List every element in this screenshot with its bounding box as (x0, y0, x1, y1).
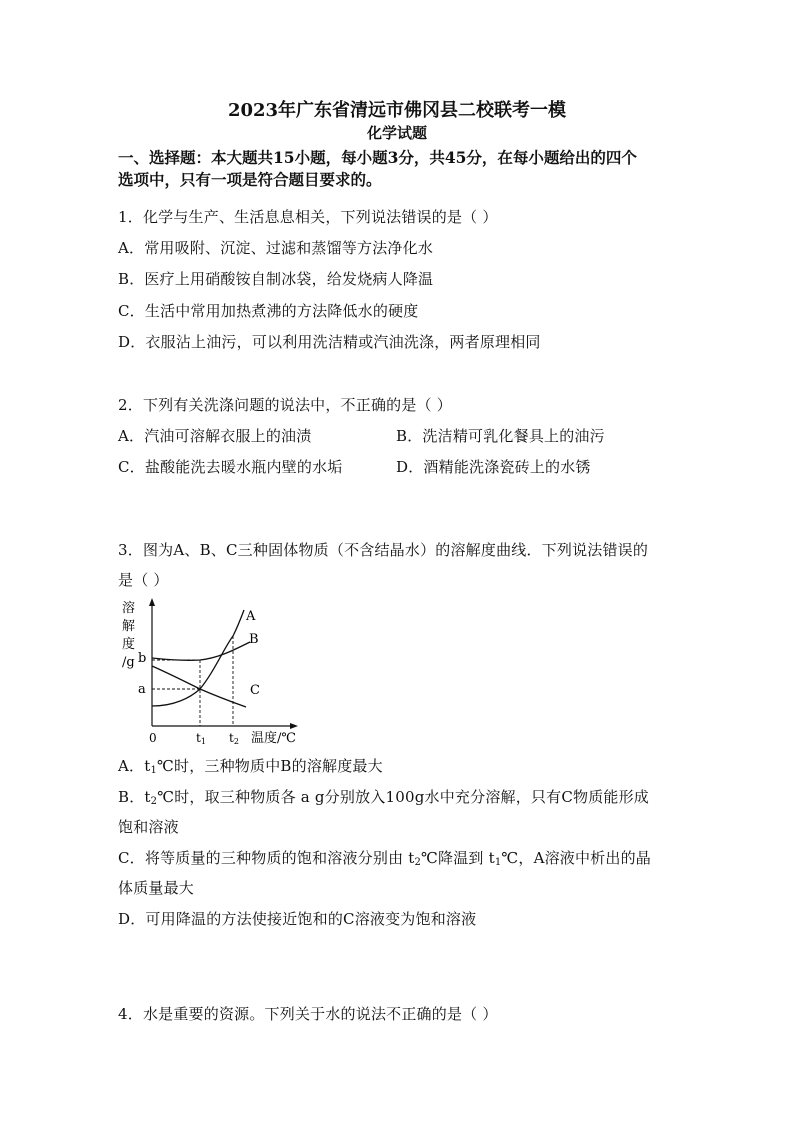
a-mark: a (138, 682, 146, 697)
curve-b-label: B (249, 632, 259, 647)
q2-option-d: D．酒精能洗涤瓷砖上的水锈 (396, 458, 591, 476)
q3-option-c-line2: 体质量最大 (118, 879, 195, 897)
q1-option-b: B．医疗上用硝酸铵自制冰袋，给发烧病人降温 (118, 270, 434, 288)
section-heading-line1: 一、选择题：本大题共15小题，每小题3分，共45分，在每小题给出的四个 (118, 148, 637, 167)
exam-title: 2023年广东省清远市佛冈县二校联考一模 (227, 100, 567, 121)
b-mark: b (138, 651, 147, 666)
x-axis-label: 温度/℃ (251, 731, 296, 746)
q2-option-b: B．洗洁精可乳化餐具上的油污 (396, 427, 605, 445)
curve-a-label: A (246, 609, 256, 624)
q3-stem-line2: 是（ ） (118, 571, 169, 589)
q2-option-c: C．盐酸能洗去暖水瓶内壁的水垢 (118, 458, 343, 476)
q3-option-a: A．$t_1℃$时，三种物质中B的溶解度最大 (118, 757, 383, 776)
q2-option-a: A．汽油可溶解衣服上的油渍 (118, 427, 312, 445)
q3-option-b: B．$t_2℃$时，取三种物质各 a g分别放入100g水中充分溶解，只有C物质能形成 (118, 788, 649, 807)
exam-subject: 化学试题 (366, 124, 427, 142)
q1-stem: 1．化学与生产、生活息息相关，下列说法错误的是（ ） (118, 208, 498, 226)
section-heading-line2: 选项中，只有一项是符合题目要求的。 (118, 170, 382, 189)
origin-label: 0 (149, 731, 157, 745)
t1-tick: t1 (196, 731, 206, 746)
curve-c-label: C (250, 683, 260, 698)
y-label-char-2: 解 (122, 619, 136, 634)
solubility-curve-graph (112, 596, 312, 748)
y-axis-arrow (149, 598, 155, 606)
curve-a (152, 610, 244, 706)
q3-option-c: C．将等质量的三种物质的饱和溶液分别由 $t_2℃$降温到 $t_1℃$，A溶液中析出的晶 (118, 849, 652, 868)
x-axis-arrow (290, 723, 298, 729)
curve-c (152, 666, 246, 707)
y-label-char-3: 度 (122, 637, 136, 652)
curve-b (152, 642, 250, 660)
q1-option-a: A．常用吸附、沉淀、过滤和蒸馏等方法净化水 (118, 239, 434, 257)
t2-tick: t2 (229, 731, 239, 746)
q3-option-b-line2: 饱和溶液 (118, 818, 179, 836)
q3-option-d: D．可用降温的方法使接近饱和的C溶液变为饱和溶液 (118, 910, 477, 928)
q3-stem-line1: 3．图为A、B、C三种固体物质（不含结晶水）的溶解度曲线．下列说法错误的 (118, 541, 649, 559)
y-label-char-4: /g (122, 655, 135, 670)
q2-stem: 2．下列有关洗涤问题的说法中，不正确的是（ ） (118, 396, 452, 414)
q4-stem: 4．水是重要的资源。下列关于水的说法不正确的是（ ） (118, 1005, 498, 1023)
y-label-char-1: 溶 (122, 601, 136, 616)
q1-option-c: C．生活中常用加热煮沸的方法降低水的硬度 (118, 302, 419, 320)
q1-option-d: D．衣服沾上油污，可以利用洗洁精或汽油洗涤，两者原理相同 (118, 333, 541, 351)
